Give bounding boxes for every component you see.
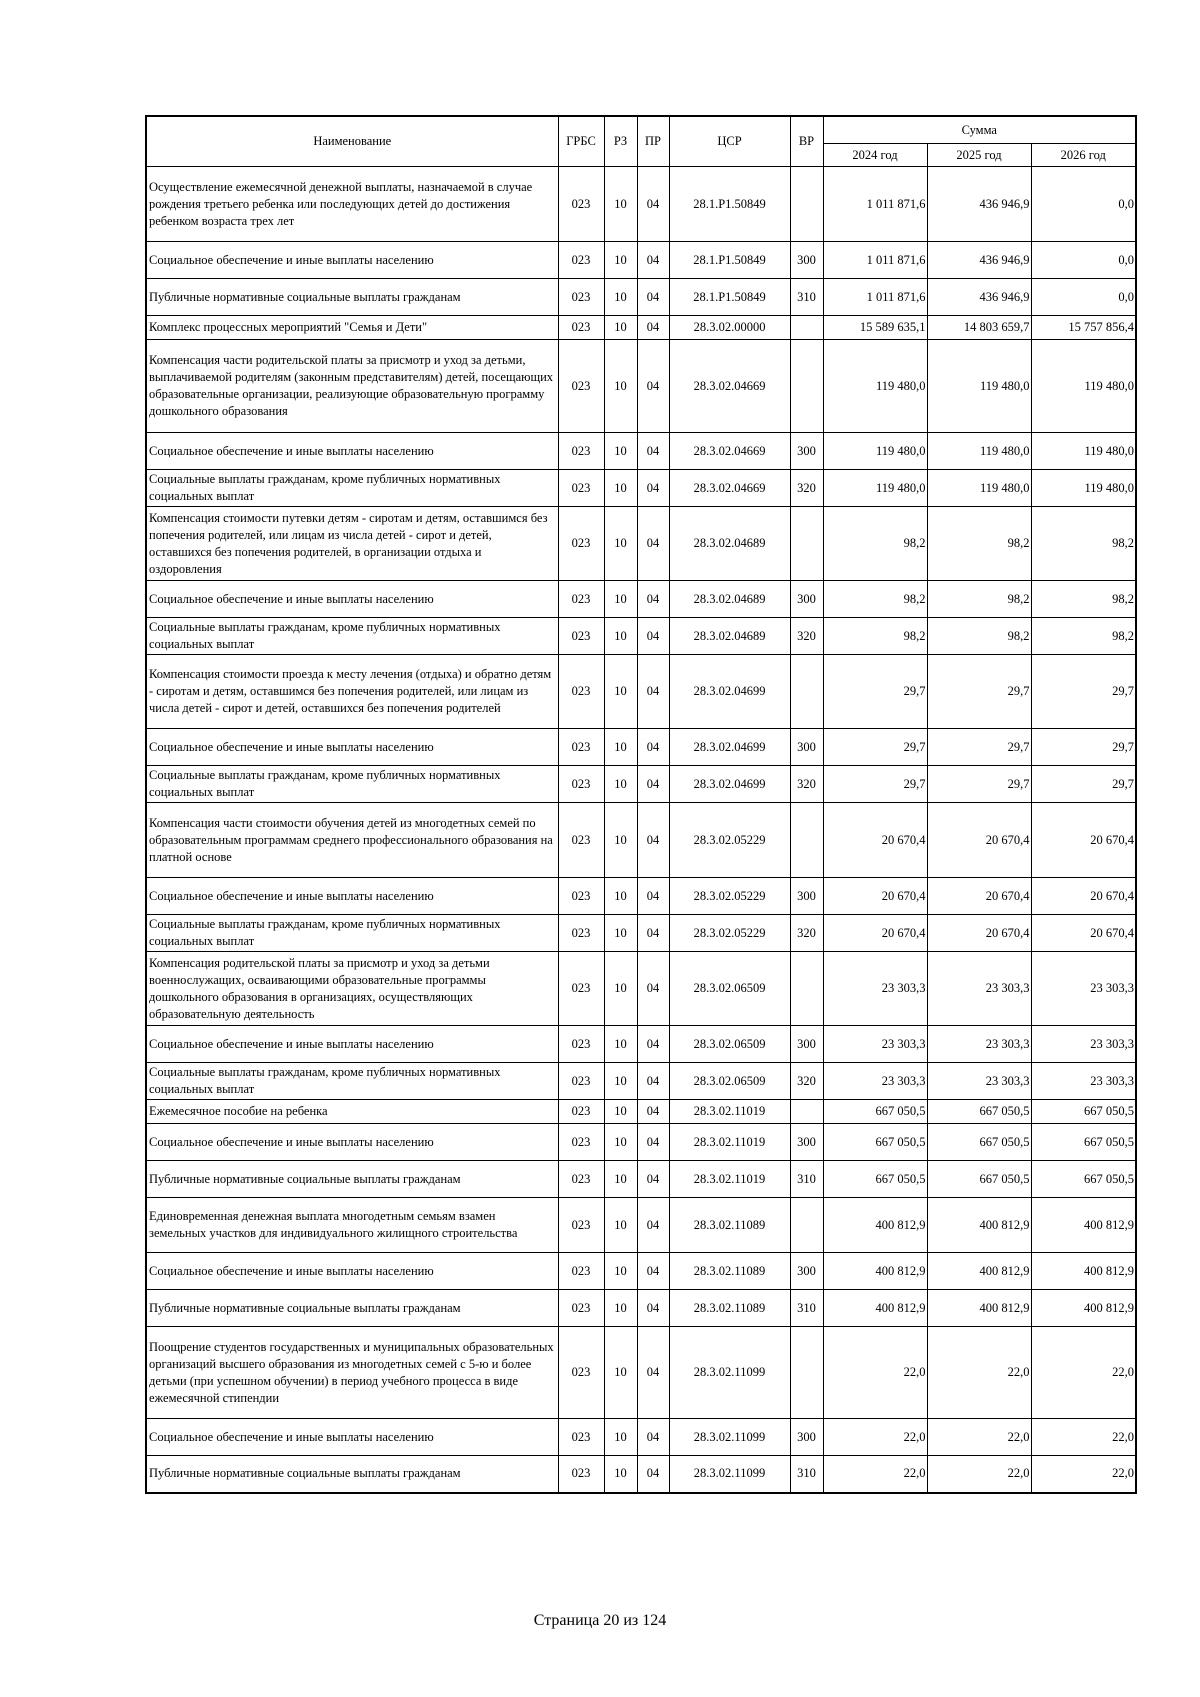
row-amount-2025: 98,2 [927,507,1031,581]
row-amount-2025: 23 303,3 [927,952,1031,1026]
row-amount-2024: 119 480,0 [823,470,927,507]
row-vr: 300 [790,1124,823,1161]
row-name: Публичные нормативные социальные выплаты гражданам [146,1290,558,1327]
row-grbs: 023 [558,470,604,507]
row-grbs: 023 [558,618,604,655]
row-csr: 28.3.02.11099 [669,1419,790,1456]
header-year-2024: 2024 год [823,144,927,167]
row-name: Социальные выплаты гражданам, кроме публичных нормативных социальных выплат [146,470,558,507]
row-name: Компенсация части стоимости обучения детей из многодетных семей по образовательным программам среднего профессионального образования на платной основе [146,803,558,878]
table-row [146,581,1136,618]
row-csr: 28.3.02.04689 [669,581,790,618]
row-amount-2026: 667 050,5 [1031,1161,1136,1198]
row-csr: 28.3.02.11019 [669,1124,790,1161]
table-row [146,1419,1136,1456]
row-amount-2024: 1 011 871,6 [823,167,927,242]
row-amount-2025: 20 670,4 [927,915,1031,952]
row-pr: 04 [637,1419,669,1456]
table-row [146,1124,1136,1161]
row-amount-2026: 20 670,4 [1031,803,1136,878]
table-row [146,1026,1136,1063]
table-row [146,279,1136,316]
row-csr: 28.1.P1.50849 [669,242,790,279]
row-rz: 10 [604,1026,637,1063]
row-amount-2026: 23 303,3 [1031,1063,1136,1100]
row-vr: 300 [790,1026,823,1063]
row-amount-2024: 20 670,4 [823,803,927,878]
row-vr: 320 [790,766,823,803]
row-grbs: 023 [558,878,604,915]
row-rz: 10 [604,1253,637,1290]
row-name: Социальное обеспечение и иные выплаты населению [146,1124,558,1161]
table-row [146,655,1136,729]
row-amount-2026: 119 480,0 [1031,433,1136,470]
row-name: Ежемесячное пособие на ребенка [146,1100,558,1124]
row-amount-2026: 98,2 [1031,581,1136,618]
row-name: Социальные выплаты гражданам, кроме публичных нормативных социальных выплат [146,618,558,655]
row-vr [790,1100,823,1124]
row-grbs: 023 [558,655,604,729]
row-grbs: 023 [558,1100,604,1124]
row-amount-2025: 119 480,0 [927,340,1031,433]
row-pr: 04 [637,729,669,766]
row-amount-2025: 98,2 [927,581,1031,618]
row-grbs: 023 [558,952,604,1026]
row-amount-2024: 15 589 635,1 [823,316,927,340]
row-grbs: 023 [558,433,604,470]
row-grbs: 023 [558,803,604,878]
row-name: Компенсация стоимости проезда к месту лечения (отдыха) и обратно детям - сиротам и детям, оставшимся без попечения родителей, или лицам из числа детей - сирот и детей, оставшихся без попечения родителей [146,655,558,729]
row-amount-2024: 119 480,0 [823,340,927,433]
row-rz: 10 [604,1456,637,1493]
table-row [146,1100,1136,1124]
row-amount-2025: 667 050,5 [927,1124,1031,1161]
row-csr: 28.3.02.04699 [669,655,790,729]
row-amount-2024: 1 011 871,6 [823,242,927,279]
row-grbs: 023 [558,340,604,433]
row-amount-2025: 22,0 [927,1419,1031,1456]
row-amount-2025: 22,0 [927,1456,1031,1493]
row-amount-2024: 22,0 [823,1327,927,1419]
row-rz: 10 [604,766,637,803]
header-pr: ПР [637,116,669,167]
page-number: Страница 20 из 124 [533,1612,667,1629]
table-row [146,1327,1136,1419]
row-name: Публичные нормативные социальные выплаты гражданам [146,1161,558,1198]
row-csr: 28.3.02.06509 [669,952,790,1026]
row-amount-2026: 400 812,9 [1031,1290,1136,1327]
table-row [146,167,1136,242]
row-vr [790,1198,823,1253]
row-pr: 04 [637,915,669,952]
row-amount-2024: 98,2 [823,581,927,618]
table-row [146,915,1136,952]
row-rz: 10 [604,729,637,766]
row-pr: 04 [637,1063,669,1100]
row-rz: 10 [604,878,637,915]
row-amount-2026: 0,0 [1031,242,1136,279]
table-row [146,1456,1136,1493]
row-grbs: 023 [558,316,604,340]
row-name: Компенсация стоимости путевки детям - сиротам и детям, оставшимся без попечения родителей, или лицам из числа детей - сирот и детей, оставшихся без попечения родителей, в организации отдыха и оздоровления [146,507,558,581]
header-name: Наименование [146,116,558,167]
table-row [146,470,1136,507]
row-rz: 10 [604,1419,637,1456]
row-name: Социальное обеспечение и иные выплаты населению [146,1419,558,1456]
row-rz: 10 [604,167,637,242]
row-pr: 04 [637,1100,669,1124]
row-vr: 310 [790,279,823,316]
row-grbs: 023 [558,581,604,618]
table-header [146,116,1136,167]
row-csr: 28.3.02.05229 [669,878,790,915]
row-pr: 04 [637,1290,669,1327]
row-pr: 04 [637,655,669,729]
header-year-2025: 2025 год [927,144,1031,167]
row-amount-2026: 0,0 [1031,167,1136,242]
row-name: Социальные выплаты гражданам, кроме публичных нормативных социальных выплат [146,1063,558,1100]
row-amount-2024: 400 812,9 [823,1290,927,1327]
row-csr: 28.3.02.11089 [669,1253,790,1290]
row-name: Социальное обеспечение и иные выплаты населению [146,242,558,279]
row-amount-2024: 400 812,9 [823,1198,927,1253]
row-csr: 28.3.02.04669 [669,433,790,470]
row-name: Публичные нормативные социальные выплаты гражданам [146,1456,558,1493]
row-vr: 310 [790,1161,823,1198]
row-amount-2024: 29,7 [823,766,927,803]
row-rz: 10 [604,507,637,581]
row-vr [790,1327,823,1419]
row-grbs: 023 [558,1063,604,1100]
row-grbs: 023 [558,1198,604,1253]
row-amount-2024: 667 050,5 [823,1124,927,1161]
row-csr: 28.1.P1.50849 [669,279,790,316]
row-amount-2025: 667 050,5 [927,1100,1031,1124]
row-rz: 10 [604,1198,637,1253]
table-row [146,729,1136,766]
row-name: Публичные нормативные социальные выплаты гражданам [146,279,558,316]
table-row [146,340,1136,433]
row-amount-2024: 667 050,5 [823,1100,927,1124]
table-row [146,1253,1136,1290]
row-vr [790,167,823,242]
row-amount-2024: 20 670,4 [823,915,927,952]
row-rz: 10 [604,279,637,316]
row-vr [790,316,823,340]
table-row [146,952,1136,1026]
row-csr: 28.3.02.04689 [669,507,790,581]
table-row [146,803,1136,878]
row-amount-2024: 667 050,5 [823,1161,927,1198]
row-amount-2026: 23 303,3 [1031,952,1136,1026]
row-vr: 300 [790,729,823,766]
row-grbs: 023 [558,1419,604,1456]
row-amount-2025: 23 303,3 [927,1063,1031,1100]
row-csr: 28.3.02.11019 [669,1100,790,1124]
table-row [146,1063,1136,1100]
row-amount-2024: 20 670,4 [823,878,927,915]
row-pr: 04 [637,433,669,470]
row-pr: 04 [637,878,669,915]
row-vr [790,803,823,878]
row-amount-2024: 1 011 871,6 [823,279,927,316]
row-rz: 10 [604,1063,637,1100]
row-rz: 10 [604,915,637,952]
row-amount-2025: 119 480,0 [927,433,1031,470]
row-rz: 10 [604,803,637,878]
row-amount-2026: 119 480,0 [1031,470,1136,507]
row-pr: 04 [637,803,669,878]
row-pr: 04 [637,1026,669,1063]
row-pr: 04 [637,1124,669,1161]
row-amount-2026: 667 050,5 [1031,1100,1136,1124]
row-amount-2025: 400 812,9 [927,1253,1031,1290]
row-amount-2026: 22,0 [1031,1327,1136,1419]
row-vr [790,655,823,729]
row-rz: 10 [604,1100,637,1124]
row-amount-2025: 436 946,9 [927,279,1031,316]
row-vr [790,952,823,1026]
row-pr: 04 [637,1456,669,1493]
row-amount-2024: 119 480,0 [823,433,927,470]
row-amount-2026: 119 480,0 [1031,340,1136,433]
row-csr: 28.3.02.06509 [669,1063,790,1100]
row-csr: 28.3.02.11019 [669,1161,790,1198]
row-pr: 04 [637,952,669,1026]
row-amount-2026: 29,7 [1031,766,1136,803]
row-amount-2025: 20 670,4 [927,878,1031,915]
row-csr: 28.3.02.05229 [669,803,790,878]
row-grbs: 023 [558,507,604,581]
row-rz: 10 [604,1124,637,1161]
row-grbs: 023 [558,242,604,279]
row-amount-2025: 400 812,9 [927,1198,1031,1253]
table-row [146,766,1136,803]
row-pr: 04 [637,242,669,279]
row-amount-2024: 22,0 [823,1456,927,1493]
row-grbs: 023 [558,1026,604,1063]
row-pr: 04 [637,1327,669,1419]
row-csr: 28.1.P1.50849 [669,167,790,242]
row-amount-2024: 98,2 [823,507,927,581]
row-rz: 10 [604,242,637,279]
row-amount-2025: 23 303,3 [927,1026,1031,1063]
row-rz: 10 [604,1161,637,1198]
row-grbs: 023 [558,915,604,952]
row-name: Осуществление ежемесячной денежной выплаты, назначаемой в случае рождения третьего ребенка или последующих детей до достижения ребенком возраста трех лет [146,167,558,242]
row-vr: 300 [790,433,823,470]
row-amount-2024: 400 812,9 [823,1253,927,1290]
row-vr [790,507,823,581]
row-amount-2025: 29,7 [927,766,1031,803]
row-amount-2026: 15 757 856,4 [1031,316,1136,340]
row-amount-2026: 22,0 [1031,1456,1136,1493]
row-csr: 28.3.02.00000 [669,316,790,340]
table-row [146,618,1136,655]
row-rz: 10 [604,618,637,655]
row-grbs: 023 [558,729,604,766]
row-grbs: 023 [558,1161,604,1198]
row-name: Компенсация части родительской платы за присмотр и уход за детьми, выплачиваемой родителям (законным представителям) детей, посещающих образовательные организации, реализующие образовательную программу дошкольного образования [146,340,558,433]
row-name: Социальное обеспечение и иные выплаты населению [146,581,558,618]
header-rz: РЗ [604,116,637,167]
row-csr: 28.3.02.04699 [669,766,790,803]
row-csr: 28.3.02.05229 [669,915,790,952]
row-rz: 10 [604,1327,637,1419]
table-row [146,1161,1136,1198]
row-vr: 320 [790,470,823,507]
row-amount-2024: 29,7 [823,729,927,766]
row-rz: 10 [604,1290,637,1327]
row-amount-2025: 22,0 [927,1327,1031,1419]
row-name: Поощрение студентов государственных и муниципальных образовательных организаций высшего образования из многодетных семей с 5-ю и более детьми (при успешном обучении) в период учебного процесса в виде ежемесячной стипендии [146,1327,558,1419]
row-amount-2026: 98,2 [1031,618,1136,655]
row-pr: 04 [637,316,669,340]
row-vr: 320 [790,1063,823,1100]
row-csr: 28.3.02.04669 [669,340,790,433]
table-row [146,242,1136,279]
row-vr: 310 [790,1290,823,1327]
row-amount-2026: 23 303,3 [1031,1026,1136,1063]
row-amount-2025: 400 812,9 [927,1290,1031,1327]
header-grbs: ГРБС [558,116,604,167]
row-amount-2026: 20 670,4 [1031,915,1136,952]
header-year-2026: 2026 год [1031,144,1136,167]
table-body [146,167,1136,1493]
row-vr: 300 [790,242,823,279]
row-csr: 28.3.02.11099 [669,1327,790,1419]
table-row [146,433,1136,470]
row-amount-2025: 119 480,0 [927,470,1031,507]
row-amount-2026: 29,7 [1031,655,1136,729]
row-csr: 28.3.02.04669 [669,470,790,507]
row-amount-2026: 20 670,4 [1031,878,1136,915]
row-name: Социальное обеспечение и иные выплаты населению [146,1026,558,1063]
row-name: Социальное обеспечение и иные выплаты населению [146,729,558,766]
row-pr: 04 [637,581,669,618]
row-csr: 28.3.02.11089 [669,1290,790,1327]
row-pr: 04 [637,507,669,581]
row-amount-2025: 98,2 [927,618,1031,655]
row-csr: 28.3.02.04689 [669,618,790,655]
row-pr: 04 [637,340,669,433]
row-csr: 28.3.02.04699 [669,729,790,766]
row-grbs: 023 [558,1124,604,1161]
header-vr: ВР [790,116,823,167]
row-grbs: 023 [558,1456,604,1493]
row-grbs: 023 [558,1290,604,1327]
row-name: Социальное обеспечение и иные выплаты населению [146,1253,558,1290]
budget-table [145,115,1137,1494]
row-vr [790,340,823,433]
row-csr: 28.3.02.06509 [669,1026,790,1063]
row-name: Единовременная денежная выплата многодетным семьям взамен земельных участков для индивидуального жилищного строительства [146,1198,558,1253]
row-pr: 04 [637,1198,669,1253]
row-grbs: 023 [558,1327,604,1419]
row-amount-2025: 436 946,9 [927,242,1031,279]
row-csr: 28.3.02.11099 [669,1456,790,1493]
row-amount-2026: 22,0 [1031,1419,1136,1456]
row-rz: 10 [604,952,637,1026]
row-name: Социальное обеспечение и иные выплаты населению [146,433,558,470]
table-row [146,316,1136,340]
row-pr: 04 [637,167,669,242]
header-sum: Сумма [823,116,1136,144]
row-vr: 300 [790,1253,823,1290]
row-rz: 10 [604,655,637,729]
row-amount-2026: 98,2 [1031,507,1136,581]
table-row [146,507,1136,581]
row-rz: 10 [604,581,637,618]
row-amount-2026: 29,7 [1031,729,1136,766]
row-amount-2026: 400 812,9 [1031,1198,1136,1253]
row-pr: 04 [637,279,669,316]
row-amount-2026: 400 812,9 [1031,1253,1136,1290]
row-amount-2024: 23 303,3 [823,1026,927,1063]
row-name: Комплекс процессных мероприятий "Семья и Дети" [146,316,558,340]
row-pr: 04 [637,618,669,655]
row-amount-2026: 667 050,5 [1031,1124,1136,1161]
row-grbs: 023 [558,279,604,316]
row-amount-2025: 29,7 [927,729,1031,766]
row-rz: 10 [604,470,637,507]
row-amount-2024: 23 303,3 [823,1063,927,1100]
row-amount-2024: 29,7 [823,655,927,729]
row-rz: 10 [604,316,637,340]
row-name: Компенсация родительской платы за присмотр и уход за детьми военнослужащих, осваивающими образовательные программы дошкольного образования в организациях, осуществляющих образовательную деятельность [146,952,558,1026]
row-vr: 300 [790,1419,823,1456]
row-vr: 320 [790,618,823,655]
row-amount-2026: 0,0 [1031,279,1136,316]
row-amount-2025: 14 803 659,7 [927,316,1031,340]
row-name: Социальное обеспечение и иные выплаты населению [146,878,558,915]
table-row [146,1290,1136,1327]
row-amount-2025: 667 050,5 [927,1161,1031,1198]
row-name: Социальные выплаты гражданам, кроме публичных нормативных социальных выплат [146,915,558,952]
row-amount-2025: 436 946,9 [927,167,1031,242]
row-amount-2025: 20 670,4 [927,803,1031,878]
row-grbs: 023 [558,1253,604,1290]
row-rz: 10 [604,433,637,470]
row-amount-2025: 29,7 [927,655,1031,729]
row-vr: 320 [790,915,823,952]
row-name: Социальные выплаты гражданам, кроме публичных нормативных социальных выплат [146,766,558,803]
row-pr: 04 [637,470,669,507]
row-csr: 28.3.02.11089 [669,1198,790,1253]
row-vr: 300 [790,581,823,618]
table-row [146,878,1136,915]
row-vr: 300 [790,878,823,915]
row-vr: 310 [790,1456,823,1493]
row-rz: 10 [604,340,637,433]
row-grbs: 023 [558,167,604,242]
row-pr: 04 [637,1161,669,1198]
row-amount-2024: 98,2 [823,618,927,655]
row-grbs: 023 [558,766,604,803]
row-pr: 04 [637,766,669,803]
header-csr: ЦСР [669,116,790,167]
row-pr: 04 [637,1253,669,1290]
row-amount-2024: 22,0 [823,1419,927,1456]
row-amount-2024: 23 303,3 [823,952,927,1026]
table-row [146,1198,1136,1253]
